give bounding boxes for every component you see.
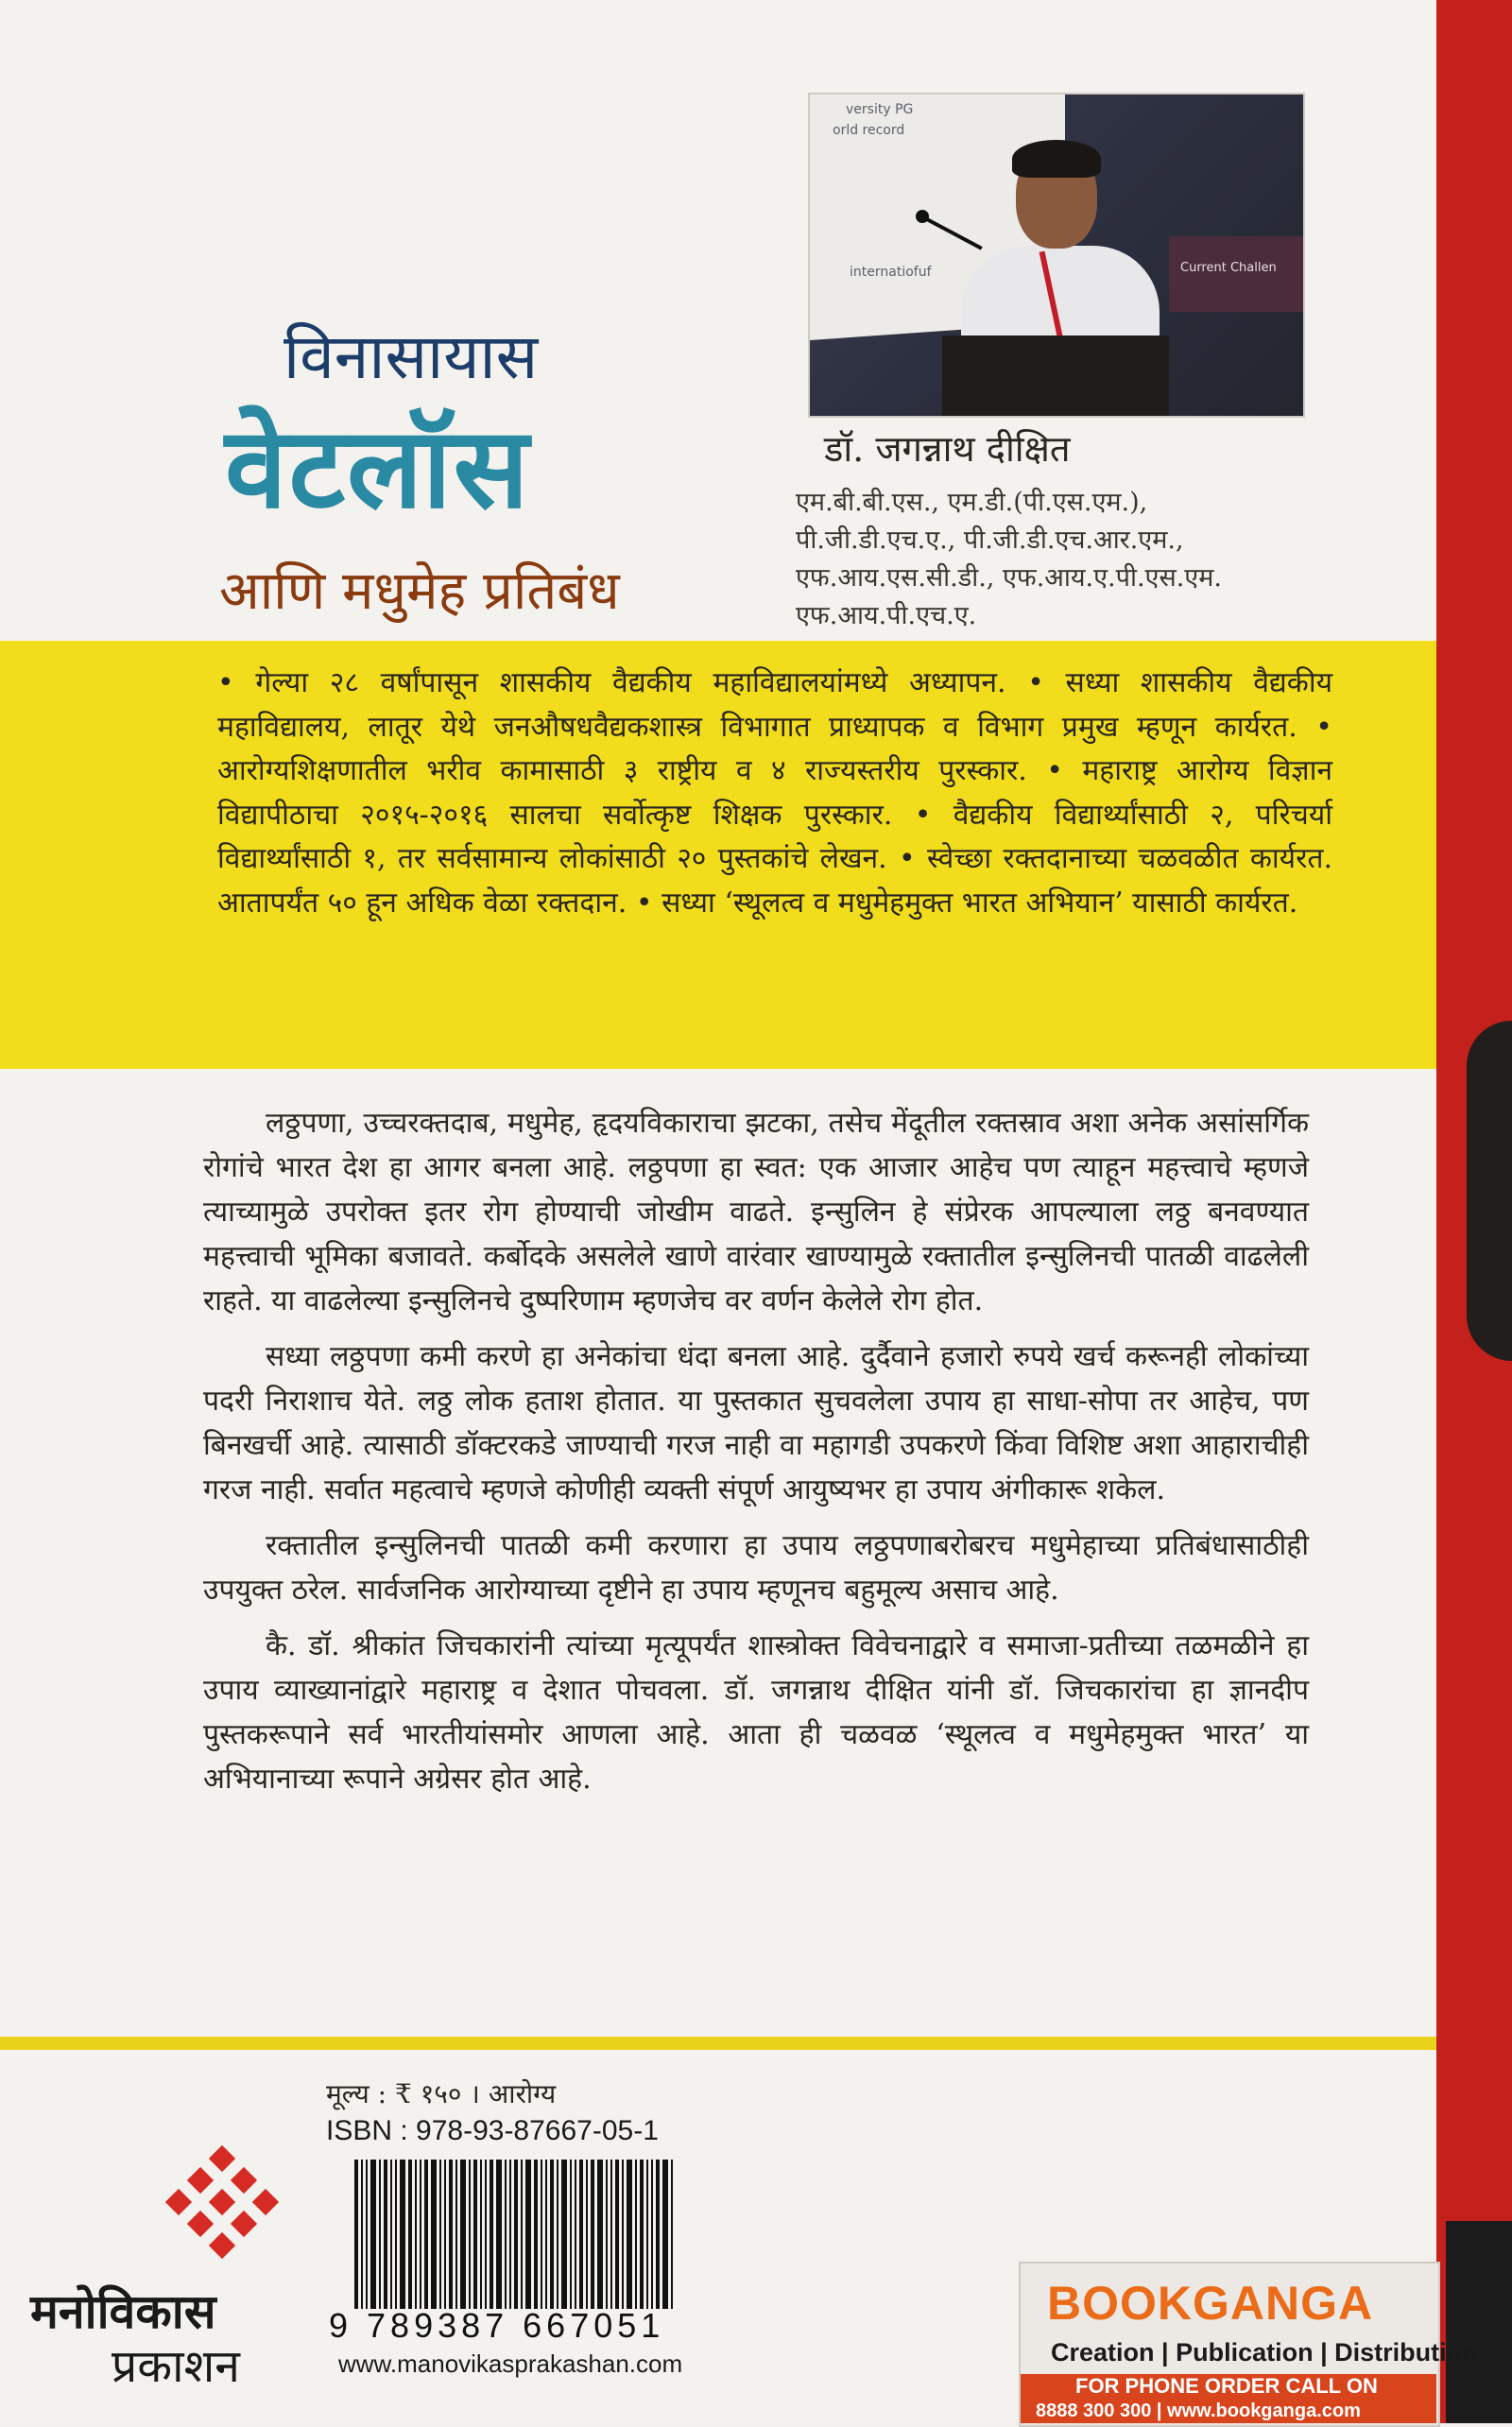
spine-bottom-edge: [1446, 2221, 1512, 2423]
isbn-label: ISBN : 978-93-87667-05-1: [326, 2115, 659, 2146]
publisher-website: www.manovikasprakashan.com: [338, 2350, 683, 2378]
microphone-icon: [916, 210, 929, 223]
publisher-name: मनोविकास: [30, 2284, 216, 2339]
speaker-hair: [1012, 140, 1101, 178]
qualification-line: एम.बी.बी.एस., एम.डी.(पी.एस.एम.),: [796, 488, 1148, 517]
screen-text-3: internatiofuf: [850, 265, 932, 280]
blurb-paragraph: रक्तातील इन्सुलिनची पातळी कमी करणारा हा उपाय लठ्ठपणाबरोबरच मधुमेहाच्या प्रतिबंधासाठीही उपयुक्त ठरेल. सार्वजनिक आरोग्याच्या दृष्टीने हा उपाय म्हणूनच बहुमूल्य असाच आहे.: [203, 1529, 1309, 1607]
blurb-paragraph: कै. डॉ. श्रीकांत जिचकारांनी त्यांच्या मृत्यूपर्यंत शास्त्रोक्त विवेचनाद्वारे व समाजा-प्रतीच्या तळमळीने हा उपाय व्याख्यानांद्वारे महाराष्ट्र व देशात पोचवला. डॉ. जगन्नाथ दीक्षित यांनी डॉ. जिचकारांचा हा ज्ञानदीप पुस्तकरूपाने सर्व भारतीयांसमोर आणला आहे. आता ही चळवळ ‘स्थूलत्व व मधुमेहमुक्त भारत’ या अभियानाच्या रूपाने अग्रेसर होत आहे.: [203, 1629, 1309, 1796]
publisher-logo-icon: [165, 2145, 279, 2259]
price-label: मूल्य : ₹ १५० । आरोग्य: [326, 2078, 557, 2109]
yellow-divider: [0, 2037, 1436, 2050]
barcode-digits: 9 789387 667051: [329, 2306, 665, 2345]
title-top-word: विनासायास: [284, 320, 539, 393]
blurb-paragraph: सध्या लठ्ठपणा कमी करणे हा अनेकांचा धंदा बनला आहे. दुर्दैवाने हजारो रुपये खर्च करूनही लोकांच्या पदरी निराशाच येते. लठ्ठ लोक हताश होतात. या पुस्तकात सुचवलेला उपाय हा साधा-सोपा तर आहेच, पण बिनखर्ची आहे. त्यासाठी डॉक्टरकडे जाण्याची गरज नाही वा महागडी उपकरणे किंवा विशिष्ट अशा आहाराचीही गरज नाही. सर्वात महत्वाचे म्हणजे कोणीही व्यक्ती संपूर्ण आयुष्यभर हा उपाय अंगीकारू शकेल.: [203, 1340, 1309, 1506]
author-qualifications: [796, 484, 1400, 635]
title-main-word: वेटलॉस: [225, 403, 531, 533]
bookganga-order-line-2: 8888 300 300 | www.bookganga.com: [1036, 2401, 1361, 2421]
podium: [942, 336, 1169, 418]
book-blurb: [203, 1101, 1309, 1813]
bookganga-order-line-1: FOR PHONE ORDER CALL ON: [1075, 2374, 1378, 2398]
publisher-subtitle: प्रकाशन: [112, 2340, 240, 2393]
author-photo: [808, 93, 1305, 418]
qualification-line: पी.जी.डी.एच.ए., पी.जी.डी.एच.आर.एम.,: [796, 525, 1184, 555]
author-name: डॉ. जगन्नाथ दीक्षित: [824, 428, 1071, 470]
screen-text-2: orld record: [833, 123, 905, 138]
barcode-icon: [354, 2160, 728, 2309]
qualification-line: एफ.आय.पी.एच.ए.: [796, 601, 977, 630]
qualification-line: एफ.आय.एस.सी.डी., एफ.आय.ए.पी.एस.एम.: [796, 563, 1222, 593]
title-subtitle: आणि मधुमेह प्रतिबंध: [219, 560, 620, 622]
author-bio-text: • गेल्या २८ वर्षांपासून शासकीय वैद्यकीय महाविद्यालयांमध्ये अध्यापन. • सध्या शासकीय वैद्यकीय महाविद्यालय, लातूर येथे जनऔषधवैद्यकशास्त्र विभागात प्राध्यापक व विभाग प्रमुख म्हणून कार्यरत. • आरोग्यशिक्षणातील भरीव कामासाठी ३ राष्ट्रीय व ४ राज्यस्तरीय पुरस्कार. • महाराष्ट्र आरोग्य विज्ञान विद्यापीठाचा २०१५-२०१६ सालचा सर्वोत्कृष्ट शिक्षक पुरस्कार. • वैद्यकीय विद्यार्थ्यांसाठी २, परिचर्या विद्यार्थ्यांसाठी १, तर सर्वसामान्य लोकांसाठी २० पुस्तकांचे लेखन. • स्वेच्छा रक्तदानाच्या चळवळीत कार्यरत. आतापर्यंत ५० हून अधिक वेळा रक्तदान. • सध्या ‘स्थूलत्व व मधुमेहमुक्त भारत अभियान’ यासाठी कार्यरत.: [217, 666, 1332, 920]
spine-dark-patch: [1467, 1021, 1512, 1361]
blurb-paragraph: लठ्ठपणा, उच्चरक्तदाब, मधुमेह, हृदयविकाराचा झटका, तसेच मेंदूतील रक्तस्राव अशा अनेक असांसर्गिक रोगांचे भारत देश हा आगर बनला आहे. लठ्ठपणा हा स्वत: एक आजार आहेच पण त्याहून महत्त्वाचे म्हणजे त्याच्यामुळे उपरोक्त इतर रोग होण्याची जोखीम वाढते. इन्सुलिन हे संप्रेरक आपल्याला लठ्ठ बनवण्यात महत्त्वाची भूमिका बजावते. कर्बोदके असलेले खाणे वारंवार खाण्यामुळे रक्तातील इन्सुलिनची पातळी वाढलेली राहते. या वाढलेल्या इन्सुलिनचे दुष्परिणाम म्हणजेच वर वर्णन केलेले रोग होत.: [203, 1107, 1309, 1317]
screen-text-1: versity PG: [846, 102, 914, 117]
bookganga-logo: BOOKGANGA: [1047, 2277, 1374, 2330]
bookganga-tagline: Creation | Publication | Distribution: [1051, 2338, 1478, 2367]
banner-text: Current Challen: [1180, 261, 1277, 275]
